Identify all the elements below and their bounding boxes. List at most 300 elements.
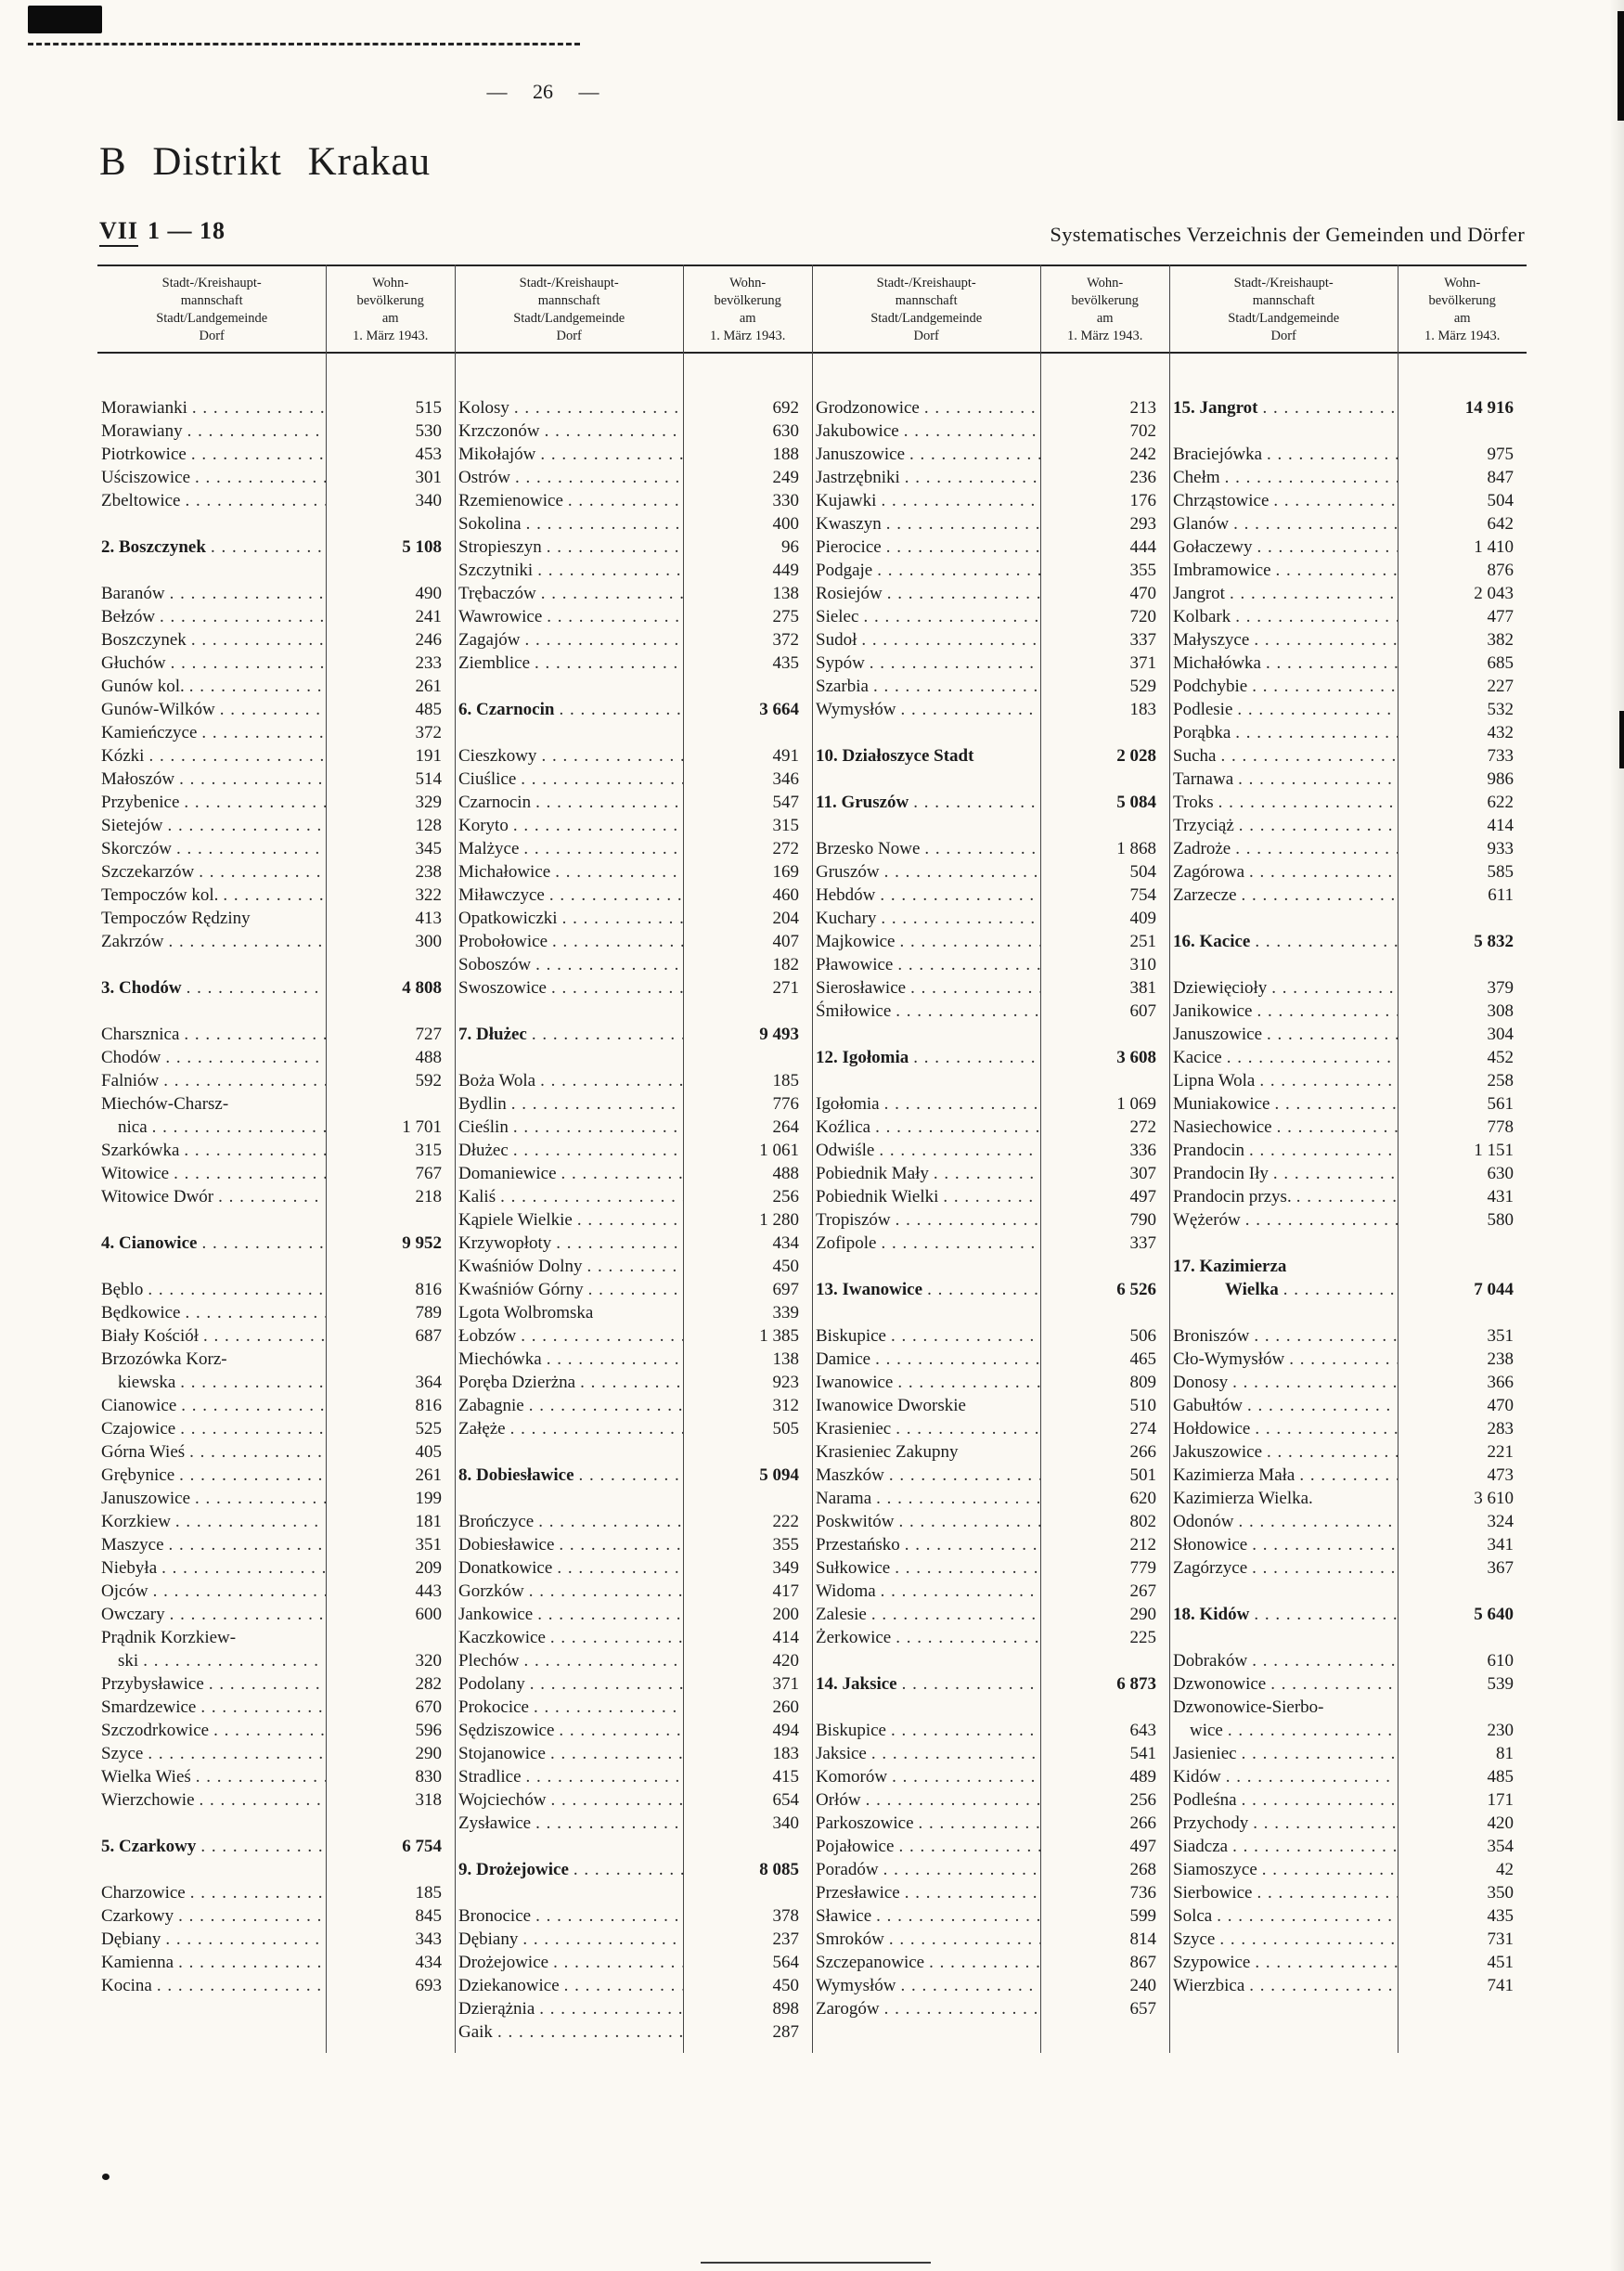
- population-value: 450: [772, 1976, 799, 1995]
- place-name: Kwaśniów Dolny: [458, 1257, 583, 1276]
- table-row: [455, 443, 812, 466]
- place-name: Łobzów: [458, 1326, 517, 1346]
- spacer-row: [1169, 1580, 1527, 1603]
- population-value: 435: [1487, 1906, 1514, 1926]
- table-row: [97, 698, 455, 721]
- header-line: mannschaft: [537, 293, 600, 308]
- place-name: Jasieniec: [1173, 1744, 1237, 1763]
- population-value: 630: [1487, 1164, 1514, 1183]
- table-row: [1169, 837, 1527, 860]
- header-line: 1. März 1943.: [1067, 329, 1143, 343]
- place-name: Trębaczów: [458, 584, 536, 603]
- place-name: Januszowice: [816, 445, 906, 464]
- population-value: 506: [1129, 1326, 1156, 1346]
- population-value: 341: [1487, 1535, 1514, 1555]
- table-row: [455, 1951, 812, 1974]
- population-value: 1 385: [759, 1326, 799, 1346]
- place-name: Poręba Dzierżna: [458, 1373, 576, 1392]
- place-name: Kaczkowice: [458, 1628, 546, 1647]
- dot-leader: [545, 884, 684, 907]
- population-value: 407: [772, 932, 799, 951]
- table-row: [97, 907, 455, 930]
- population-value: 1 061: [759, 1141, 799, 1160]
- table-row: [455, 2020, 812, 2044]
- place-name: Zarogów: [816, 1999, 880, 2019]
- vertical-rule: [683, 265, 684, 2053]
- place-name: Kamienna: [101, 1953, 174, 1972]
- population-value: 354: [1487, 1837, 1514, 1856]
- place-name: Sierosławice: [816, 978, 907, 998]
- table-row: [812, 1533, 1169, 1556]
- dot-leader: [1229, 512, 1398, 535]
- place-name: Gruszów: [816, 862, 880, 882]
- dot-leader: [550, 860, 683, 884]
- table-row: [97, 582, 455, 605]
- dot-leader: [527, 1023, 684, 1046]
- spacer-row: [812, 1023, 1169, 1046]
- table-row: [812, 1208, 1169, 1232]
- dot-leader: [891, 1000, 1040, 1023]
- dot-leader: [143, 1742, 326, 1765]
- scan-artifact-bottom-line: [701, 2262, 931, 2264]
- population-value: 225: [1129, 1628, 1156, 1647]
- table-row: [1169, 1255, 1527, 1278]
- table-row: [1169, 698, 1527, 721]
- place-name: Opatkowiczki: [458, 909, 558, 928]
- population-value: 420: [1487, 1813, 1514, 1833]
- dot-leader: [880, 1092, 1041, 1116]
- place-name: Biskupice: [816, 1326, 886, 1346]
- spacer-row: [455, 1000, 812, 1023]
- dot-leader: [148, 1580, 327, 1603]
- place-name: Kazimierza Wielka.: [1173, 1489, 1313, 1508]
- table-row: [97, 1696, 455, 1719]
- place-name: Czajowice: [101, 1419, 176, 1439]
- header-line: am: [1096, 311, 1114, 326]
- dot-leader: [510, 466, 683, 489]
- place-name: 17. Kazimierza: [1173, 1257, 1287, 1276]
- population-value: 274: [1129, 1419, 1156, 1439]
- dot-leader: [152, 1974, 327, 1997]
- dot-leader: [164, 1533, 327, 1556]
- dot-leader: [871, 1487, 1040, 1510]
- dot-leader: [175, 1417, 326, 1440]
- table-row: [812, 1116, 1169, 1139]
- place-name: Bydlin: [458, 1094, 507, 1114]
- population-value: 697: [772, 1280, 799, 1299]
- table-row: [1169, 721, 1527, 744]
- table-row: [812, 652, 1169, 675]
- place-name: Wierzchowie: [101, 1790, 195, 1810]
- population-value: 222: [772, 1512, 799, 1531]
- population-value: 339: [772, 1303, 799, 1323]
- place-name: Krzywopłoty: [458, 1233, 552, 1253]
- table-row: [97, 1626, 455, 1649]
- population-value: 238: [415, 862, 442, 882]
- table-row: [97, 489, 455, 512]
- population-value: 5 108: [402, 537, 442, 557]
- place-name: Widoma: [816, 1581, 876, 1601]
- population-value: 809: [1129, 1373, 1156, 1392]
- dot-leader: [1243, 1394, 1398, 1417]
- name-column-header: [812, 266, 1040, 352]
- dot-leader: [1231, 837, 1398, 860]
- spacer-row: [1169, 1232, 1527, 1255]
- place-name: nica: [118, 1117, 148, 1137]
- place-name: Morawianki: [101, 398, 187, 418]
- population-value: 183: [1129, 700, 1156, 719]
- dot-leader: [206, 535, 326, 559]
- spacer-row: [455, 1881, 812, 1904]
- place-name: Małoszów: [101, 769, 175, 789]
- dot-leader: [530, 652, 683, 675]
- population-value: 497: [1129, 1187, 1156, 1206]
- dot-leader: [536, 582, 684, 605]
- table-row: [97, 837, 455, 860]
- population-value: 209: [415, 1558, 442, 1578]
- dot-leader: [148, 1116, 327, 1139]
- table-row: [812, 419, 1169, 443]
- dot-leader: [542, 1348, 684, 1371]
- dot-leader: [1250, 1951, 1398, 1974]
- place-name: Owczary: [101, 1605, 165, 1624]
- dot-leader: [522, 512, 684, 535]
- dot-leader: [533, 1603, 683, 1626]
- table-row: [97, 1046, 455, 1069]
- table-row: [812, 1672, 1169, 1696]
- dot-leader: [574, 1464, 684, 1487]
- header-line: am: [1453, 311, 1471, 326]
- population-value: 596: [415, 1721, 442, 1740]
- dot-leader: [554, 698, 683, 721]
- place-name: Wierzbica: [1173, 1976, 1245, 1995]
- dot-leader: [1228, 1835, 1398, 1858]
- dot-leader: [535, 443, 683, 466]
- table-row: [97, 1069, 455, 1092]
- population-value: 731: [1487, 1929, 1514, 1949]
- header-line: Stadt-/Kreishaupt-: [161, 276, 262, 290]
- header-line: Dorf: [199, 329, 225, 343]
- table-row: [1169, 1162, 1527, 1185]
- place-name: Uściszowice: [101, 468, 191, 487]
- table-row: [1169, 1116, 1527, 1139]
- dot-leader: [865, 652, 1041, 675]
- population-value: 256: [1129, 1790, 1156, 1810]
- table-row: [97, 1324, 455, 1348]
- table-row: [812, 1603, 1169, 1626]
- population-value: 310: [1129, 955, 1156, 974]
- table-row: [455, 1858, 812, 1881]
- scan-artifact-dashed-line: [28, 43, 580, 45]
- place-name: Hebdów: [816, 885, 876, 905]
- place-name: Górna Wieś: [101, 1442, 186, 1462]
- dot-leader: [879, 1858, 1041, 1881]
- dot-leader: [174, 768, 326, 791]
- dot-leader: [197, 721, 326, 744]
- population-value: 5 832: [1474, 932, 1514, 951]
- population-value: 293: [1129, 514, 1156, 534]
- population-value: 561: [1487, 1094, 1514, 1114]
- dot-leader: [535, 1069, 683, 1092]
- population-value: 529: [1129, 677, 1156, 696]
- place-name: Kwaszyn: [816, 514, 882, 534]
- table-row: [1169, 1092, 1527, 1116]
- place-name: Probołowice: [458, 932, 548, 951]
- population-value: 242: [1129, 445, 1156, 464]
- column-group-4: [1169, 396, 1527, 2044]
- place-name: Przestańsko: [816, 1535, 900, 1555]
- dot-leader: [890, 1556, 1040, 1580]
- place-name: Ostrów: [458, 468, 510, 487]
- spacer-row: [812, 768, 1169, 791]
- population-value: 346: [772, 769, 799, 789]
- population-value: 473: [1487, 1465, 1514, 1485]
- table-row: [1169, 1904, 1527, 1928]
- table-row: [97, 814, 455, 837]
- place-name: Zagajów: [458, 630, 521, 650]
- population-value: 81: [1496, 1744, 1514, 1763]
- population-value: 431: [1487, 1187, 1514, 1206]
- dot-leader: [520, 628, 683, 652]
- table-row: [812, 1092, 1169, 1116]
- population-value: 434: [772, 1233, 799, 1253]
- dot-leader: [533, 559, 683, 582]
- table-row: [97, 1928, 455, 1951]
- spacer-row: [455, 1440, 812, 1464]
- dot-leader: [929, 1162, 1040, 1185]
- population-value: 283: [1487, 1419, 1514, 1439]
- table-row: [97, 1162, 455, 1185]
- table-row: [812, 1487, 1169, 1510]
- table-row: [812, 1232, 1169, 1255]
- place-name: Sudoł: [816, 630, 857, 650]
- place-name: Michałowice: [458, 862, 551, 882]
- table-row: [97, 1719, 455, 1742]
- table-row: [455, 652, 812, 675]
- place-name: Hołdowice: [1173, 1419, 1251, 1439]
- dot-leader: [509, 1116, 684, 1139]
- place-name: Zalesie: [816, 1605, 867, 1624]
- population-value: 351: [415, 1535, 442, 1555]
- population-value: 378: [772, 1906, 799, 1926]
- population-value: 733: [1487, 746, 1514, 766]
- dot-leader: [895, 930, 1040, 953]
- dot-leader: [1271, 559, 1398, 582]
- population-value: 490: [415, 584, 442, 603]
- population-value: 620: [1129, 1489, 1156, 1508]
- population-value: 400: [772, 514, 799, 534]
- population-value: 530: [415, 421, 442, 441]
- table-row: [1169, 652, 1527, 675]
- place-name: Damice: [816, 1349, 871, 1369]
- population-value: 898: [772, 1999, 799, 2019]
- dot-leader: [886, 1324, 1040, 1348]
- table-row: [812, 1626, 1169, 1649]
- dot-leader: [190, 466, 326, 489]
- population-value: 470: [1129, 584, 1156, 603]
- table-row: [1169, 1719, 1527, 1742]
- population-value: 42: [1496, 1860, 1514, 1879]
- dot-leader: [1215, 1928, 1398, 1951]
- table-row: [812, 1858, 1169, 1881]
- place-name: Dziewięcioły: [1173, 978, 1268, 998]
- page-subtitle: Systematisches Verzeichnis der Gemeinden und Dörfer: [1050, 223, 1525, 246]
- population-value: 405: [415, 1442, 442, 1462]
- place-name: Jangrot: [1173, 584, 1225, 603]
- dot-leader: [887, 1765, 1040, 1788]
- population-value: 693: [415, 1976, 442, 1995]
- table-row: [1169, 1556, 1527, 1580]
- dot-leader: [1225, 582, 1398, 605]
- table-row: [1169, 1069, 1527, 1092]
- table-row: [97, 1904, 455, 1928]
- place-name: Swoszowice: [458, 978, 547, 998]
- spacer-row: [97, 1208, 455, 1232]
- place-name: Muniakowice: [1173, 1094, 1270, 1114]
- dot-leader: [187, 628, 327, 652]
- table-row: [97, 1649, 455, 1672]
- table-row: [1169, 1672, 1527, 1696]
- place-name: Ciuślice: [458, 769, 517, 789]
- table-row: [97, 860, 455, 884]
- table-row: [812, 1997, 1169, 2020]
- population-value: 802: [1129, 1512, 1156, 1531]
- place-name: Siamoszyce: [1173, 1860, 1257, 1879]
- population-value: 312: [772, 1396, 799, 1415]
- population-value: 6 754: [402, 1837, 442, 1856]
- place-name: Cło-Wymysłów: [1173, 1349, 1285, 1369]
- table-row: [1169, 559, 1527, 582]
- dot-leader: [1249, 1603, 1398, 1626]
- spacer-row: [97, 559, 455, 582]
- dot-leader: [857, 628, 1040, 652]
- population-value: 504: [1487, 491, 1514, 510]
- dot-leader: [909, 1046, 1040, 1069]
- population-value: 847: [1487, 468, 1514, 487]
- table-row: [812, 675, 1169, 698]
- population-value: 372: [415, 723, 442, 742]
- population-value: 642: [1487, 514, 1514, 534]
- place-name: Podgaje: [816, 561, 873, 580]
- table-row: [1169, 605, 1527, 628]
- spacer-row: [455, 1046, 812, 1069]
- place-name: Narama: [816, 1489, 872, 1508]
- dot-leader: [1247, 1533, 1398, 1556]
- dot-leader: [187, 396, 327, 419]
- place-name: Nasiechowice: [1173, 1117, 1272, 1137]
- table-row: [1169, 884, 1527, 907]
- dot-leader: [176, 1394, 326, 1417]
- table-row: [455, 768, 812, 791]
- dot-leader: [1232, 698, 1398, 721]
- population-value: 181: [415, 1512, 442, 1531]
- place-name: Smroków: [816, 1929, 884, 1949]
- population-value: 417: [772, 1581, 799, 1601]
- dot-leader: [547, 976, 683, 1000]
- table-row: [97, 1139, 455, 1162]
- population-value: 778: [1487, 1117, 1514, 1137]
- table-row: [97, 628, 455, 652]
- table-row: [455, 744, 812, 768]
- population-value: 350: [1487, 1883, 1514, 1903]
- table-row: [455, 1324, 812, 1348]
- population-value: 267: [1129, 1581, 1156, 1601]
- table-row: [1169, 1835, 1527, 1858]
- place-name: kiewska: [118, 1373, 176, 1392]
- place-name: Przybysławice: [101, 1674, 204, 1694]
- place-name: Koźlica: [816, 1117, 871, 1137]
- table-row: [812, 1348, 1169, 1371]
- dot-leader: [1252, 1881, 1398, 1904]
- population-value: 237: [772, 1929, 799, 1949]
- dot-leader: [1244, 1139, 1398, 1162]
- table-row: [1169, 1510, 1527, 1533]
- population-value: 185: [415, 1883, 442, 1903]
- place-name: Domaniewice: [458, 1164, 557, 1183]
- place-name: Wielka: [1225, 1280, 1279, 1299]
- table-row: [812, 1510, 1169, 1533]
- table-row: [455, 1533, 812, 1556]
- dot-leader: [569, 1858, 684, 1881]
- table-row: [1169, 1858, 1527, 1881]
- table-row: [1169, 1974, 1527, 1997]
- table-row: [97, 1417, 455, 1440]
- table-row: [97, 1951, 455, 1974]
- table-row: [455, 1092, 812, 1116]
- place-name: Wojciechów: [458, 1790, 547, 1810]
- population-value: 1 280: [759, 1210, 799, 1230]
- place-name: Pobiednik Mały: [816, 1164, 929, 1183]
- header-line: Wohn-: [1087, 276, 1124, 290]
- place-name: Podleśna: [1173, 1790, 1237, 1810]
- population-value: 933: [1487, 839, 1514, 858]
- place-name: Będkowice: [101, 1303, 181, 1323]
- place-name: Lipna Wola: [1173, 1071, 1256, 1090]
- place-name: Tempoczów kol.: [101, 885, 219, 905]
- table-row: [455, 1185, 812, 1208]
- dot-leader: [1262, 1440, 1398, 1464]
- place-name: Skorczów: [101, 839, 172, 858]
- dot-leader: [876, 907, 1040, 930]
- population-value: 415: [772, 1767, 799, 1787]
- dot-leader: [1241, 1208, 1398, 1232]
- dot-leader: [1247, 1649, 1398, 1672]
- table-row: [455, 1672, 812, 1696]
- place-name: Załęże: [458, 1419, 506, 1439]
- place-name: Prądnik Korzkiew-: [101, 1628, 237, 1647]
- dot-leader: [1279, 1278, 1398, 1301]
- population-value: 741: [1487, 1976, 1514, 1995]
- place-name: Kamieńczyce: [101, 723, 198, 742]
- table-row: [1169, 976, 1527, 1000]
- place-name: 16. Kacice: [1173, 932, 1251, 951]
- table-row: [455, 1116, 812, 1139]
- population-value: 876: [1487, 561, 1514, 580]
- table-row: [455, 1626, 812, 1649]
- dot-leader: [143, 1278, 326, 1301]
- place-name: Witowice: [101, 1164, 170, 1183]
- dot-leader: [900, 1533, 1041, 1556]
- place-name: Cianowice: [101, 1396, 177, 1415]
- population-value: 191: [415, 746, 442, 766]
- dot-leader: [179, 791, 326, 814]
- dot-leader: [922, 1278, 1040, 1301]
- place-name: Sławice: [816, 1906, 872, 1926]
- dot-leader: [183, 419, 327, 443]
- dot-leader: [858, 605, 1040, 628]
- dot-leader: [185, 1440, 326, 1464]
- population-value: 485: [415, 700, 442, 719]
